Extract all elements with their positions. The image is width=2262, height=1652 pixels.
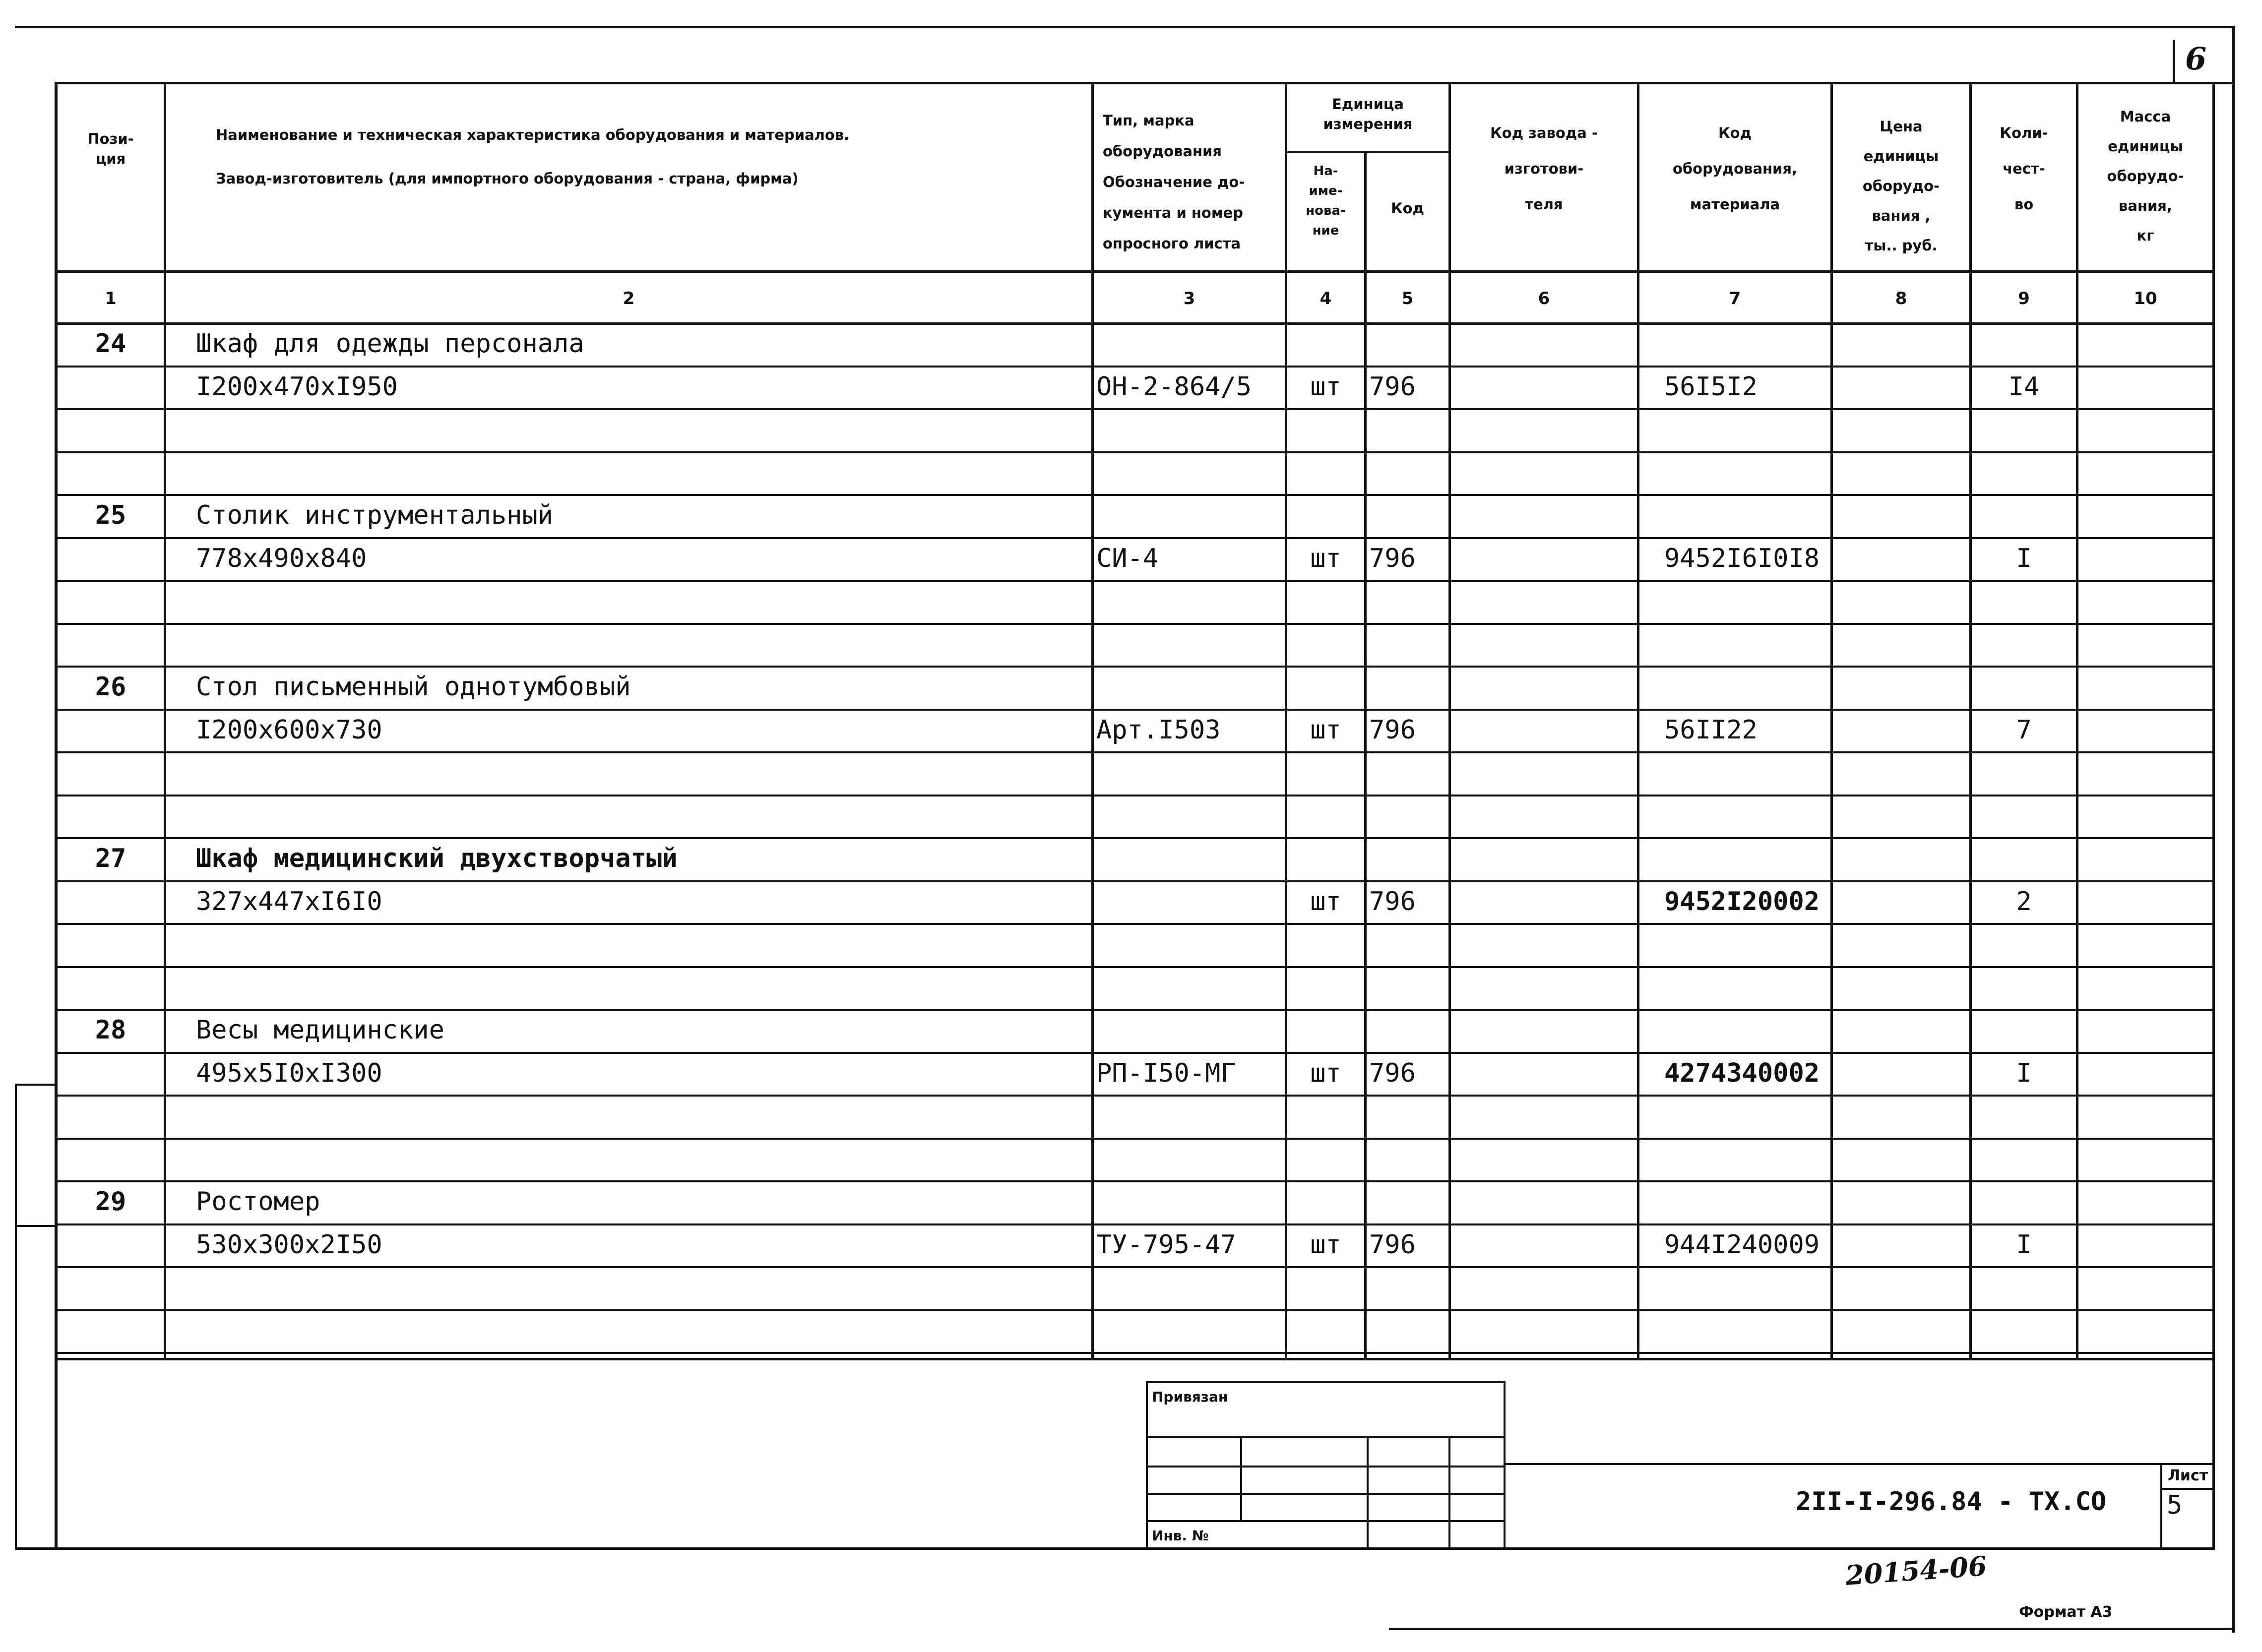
item-quantity: I xyxy=(2016,544,2032,573)
colnum-4 xyxy=(1287,273,1364,322)
header-unit-code: Код xyxy=(1390,200,1425,217)
stamp-line xyxy=(1146,1493,1506,1495)
item-type: СИ-4 xyxy=(1096,544,1159,573)
stamp-inventory-label: Инв. № xyxy=(1152,1528,1209,1544)
paper-format-label: Формат А3 xyxy=(2019,1603,2113,1621)
item-unit-code: 796 xyxy=(1369,1058,1416,1088)
colnum-10-text: 10 xyxy=(2134,289,2157,308)
colnum-6-text: 6 xyxy=(1538,289,1550,308)
item-equipment-code: 944I240009 xyxy=(1664,1230,1820,1260)
item-unit-code: 796 xyxy=(1369,372,1416,402)
header-price: Цена единицы оборудо- вания , ты.. руб. xyxy=(1862,118,1940,254)
item-unit: шт xyxy=(1310,1058,1341,1088)
colnum-6 xyxy=(1451,273,1637,322)
table-right-border xyxy=(2212,82,2215,1550)
item-unit: шт xyxy=(1310,544,1341,573)
header-top-line xyxy=(55,82,2215,84)
sheet-bottom-line xyxy=(15,1547,2215,1550)
row-line xyxy=(55,1138,2215,1140)
item-type: Арт.I503 xyxy=(1096,715,1221,745)
header-mass: Масса единицы оборудо- вания, кг xyxy=(2107,108,2184,244)
stamp-line xyxy=(1146,1520,1506,1522)
item-position: 29 xyxy=(95,1187,126,1217)
sheet-corner-mark: 6 xyxy=(2185,41,2207,77)
row-line xyxy=(55,451,2215,453)
item-name: Стол письменный однотумбовый xyxy=(196,672,631,702)
item-unit-code: 796 xyxy=(1369,887,1416,917)
item-equipment-code: 56I5I2 xyxy=(1664,372,1758,402)
stamp-line xyxy=(1146,1381,1506,1383)
item-name: Ростомер xyxy=(196,1187,320,1217)
item-quantity: I4 xyxy=(2008,372,2040,402)
item-dimensions: 778x490x840 xyxy=(196,544,367,573)
sheet-number: 5 xyxy=(2167,1490,2183,1520)
sheet-label: Лист xyxy=(2168,1467,2208,1484)
stamp-line xyxy=(1146,1436,1506,1438)
row-line xyxy=(55,1095,2215,1097)
row-line xyxy=(55,795,2215,796)
item-unit: шт xyxy=(1310,887,1341,917)
row-line xyxy=(55,580,2215,582)
item-equipment-code: 56II22 xyxy=(1664,715,1758,745)
stamp-linked-label: Привязан xyxy=(1152,1389,1228,1405)
item-position: 26 xyxy=(95,672,126,702)
item-name: Весы медицинские xyxy=(196,1015,444,1045)
document-code: 2II-I-296.84 - ТХ.СО xyxy=(1796,1487,2107,1517)
colnum-1-text: 1 xyxy=(105,289,117,308)
item-unit: шт xyxy=(1310,372,1341,402)
colnum-3-text: 3 xyxy=(1183,289,1195,308)
item-equipment-code: 4274340002 xyxy=(1664,1058,1820,1088)
colnum-7 xyxy=(1639,273,1830,322)
table-bottom-line xyxy=(55,1358,2215,1360)
item-type: РП-I50-МГ xyxy=(1096,1058,1236,1088)
item-type: ТУ-795-47 xyxy=(1096,1230,1236,1260)
row-line xyxy=(55,1309,2215,1311)
header-position: Пози- ция xyxy=(87,130,134,167)
colnum-8-text: 8 xyxy=(1895,289,1907,308)
header-type: Тип, марка оборудования Обозначение до- кумента и номер опросного листа xyxy=(1103,112,1245,252)
item-unit: шт xyxy=(1310,715,1341,745)
stamp-line xyxy=(2160,1488,2212,1490)
item-dimensions: 327x447xI6I0 xyxy=(196,887,382,917)
item-quantity: 7 xyxy=(2016,715,2032,745)
stamp-line xyxy=(1506,1463,2212,1465)
stamp-line xyxy=(1448,1436,1450,1550)
colnum-1 xyxy=(58,273,164,322)
colnum-9 xyxy=(1972,273,2076,322)
item-name: Шкаф для одежды персонала xyxy=(196,329,584,359)
header-equipment-code: Код оборудования, материала xyxy=(1672,124,1798,213)
colnum-10 xyxy=(2078,273,2212,322)
unit-subheader-line xyxy=(1285,151,1451,153)
item-quantity: I xyxy=(2016,1058,2032,1088)
row-line xyxy=(55,623,2215,625)
item-unit-code: 796 xyxy=(1369,715,1416,745)
item-name: Шкаф медицинский двухстворчатый xyxy=(196,844,678,873)
item-dimensions: 530x300x2I50 xyxy=(196,1230,382,1260)
row-line xyxy=(55,408,2215,410)
stamp-line xyxy=(1367,1436,1369,1550)
colnum-5 xyxy=(1367,273,1448,322)
item-quantity: 2 xyxy=(2016,887,2032,917)
stamp-line xyxy=(2160,1463,2162,1550)
item-position: 27 xyxy=(95,844,126,873)
item-unit-code: 796 xyxy=(1369,544,1416,573)
item-name: Столик инструментальный xyxy=(196,500,554,530)
row-line xyxy=(55,923,2215,925)
header-name: Наименование и техническая характеристика оборудования и материалов. Завод-изготовитель (для импортного оборудования - страна, фирма) xyxy=(216,126,850,187)
colnum-3 xyxy=(1094,273,1285,322)
row-line xyxy=(55,1266,2215,1268)
stamp-line xyxy=(1146,1466,1506,1468)
item-dimensions: I200x470xI950 xyxy=(196,372,398,402)
item-equipment-code: 9452I20002 xyxy=(1664,887,1820,917)
colnum-4-text: 4 xyxy=(1320,289,1332,308)
item-equipment-code: 9452I6I0I8 xyxy=(1664,544,1820,573)
header-unit: Единица измерения xyxy=(1323,96,1413,132)
colnum-2 xyxy=(166,273,1091,322)
col-line xyxy=(1364,151,1367,1359)
row-line xyxy=(55,966,2215,968)
header-quantity: Коли- чест- во xyxy=(2000,124,2048,213)
stamp-line xyxy=(1240,1436,1242,1520)
header-unit-name: На- име- нова- ние xyxy=(1306,164,1346,238)
colnum-9-text: 9 xyxy=(2018,289,2030,308)
row-line xyxy=(55,1352,2215,1354)
item-dimensions: I200x600x730 xyxy=(196,715,382,745)
colnum-2-text: 2 xyxy=(623,289,635,308)
item-quantity: I xyxy=(2016,1230,2032,1260)
item-position: 24 xyxy=(95,329,126,359)
item-type: ОН-2-864/5 xyxy=(1096,372,1252,402)
item-position: 28 xyxy=(95,1015,126,1045)
item-unit: шт xyxy=(1310,1230,1341,1260)
handwritten-number: 20154-06 xyxy=(1844,1550,1988,1591)
colnum-8 xyxy=(1833,273,1969,322)
item-position: 25 xyxy=(95,500,126,530)
row-line xyxy=(55,751,2215,753)
colnum-7-text: 7 xyxy=(1729,289,1741,308)
colnum-5-text: 5 xyxy=(1401,289,1414,308)
item-unit-code: 796 xyxy=(1369,1230,1416,1260)
header-manufacturer-code: Код завода - изготови- теля xyxy=(1490,124,1598,213)
item-dimensions: 495x5I0xI300 xyxy=(196,1058,382,1088)
